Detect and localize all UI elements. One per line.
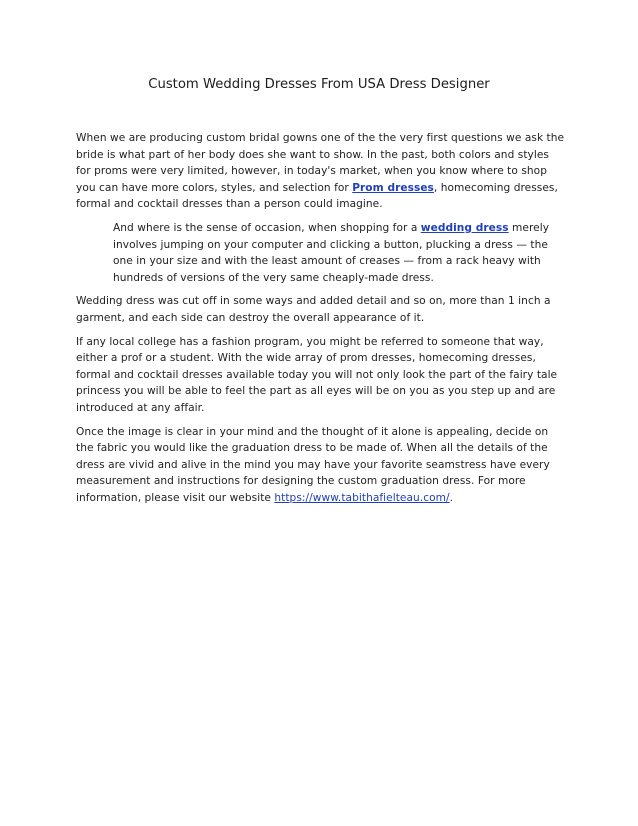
paragraph-intro [76,130,566,213]
block-quote [113,220,563,286]
block-quote-text: And where is the sense of occasion, when shopping for a [113,221,421,234]
document-title: Custom Wedding Dresses From USA Dress Designer [148,77,490,92]
paragraph-cut: Wedding dress was cut off in some ways and added detail and so on, more than 1 inch a garment, and each side can destroy the overall appearance of it. [76,295,551,324]
paragraph-closing [76,424,566,507]
block-quote-tail: merely involves jumping on your computer and clicking a button, plucking a dress — the one in your size and with the least amount of creases — from a rack heavy with hundreds of versions of the very same cheaply-made dress. [113,221,550,284]
paragraph-college: If any local college has a fashion program, you might be referred to someone that way, either a prof or a student. With the wide array of prom dresses, homecoming dresses, formal and cocktail dresses available today you will not only look the part of the fairy tale princess you will be able to feel the part as all eyes will be on you as you step up and are introduced at any affair. [76,335,558,414]
prom-dresses-link[interactable]: Prom dresses [352,181,434,194]
wedding-dress-link[interactable]: wedding dress [420,221,509,234]
paragraph-intro-text: When we are producing custom bridal gowns one of the the very first questions we ask the bride is what part of her body does she want to show. In the past, both colors and styles for proms were very limited, however, in today's market, when you know where to shop you can have more colors, styles, and selection for [76,132,565,194]
paragraph-closing-tail: . [449,491,454,504]
document-body [76,130,566,513]
paragraph-closing-text: Once the image is clear in your mind and the thought of it alone is appealing, decide on the fabric you would like the graduation dress to be made of. When all the details of the dress are vivid and alive in the mind you may have your favorite seamstress have every measurement and instructions for designing the custom graduation dress. For more information, please visit our website [76,425,550,504]
website-link[interactable]: https://www.tabithafielteau.com/ [274,491,450,504]
paragraph-intro-tail: , homecoming dresses, formal and cocktail dresses than a person could imagine. [76,181,558,211]
